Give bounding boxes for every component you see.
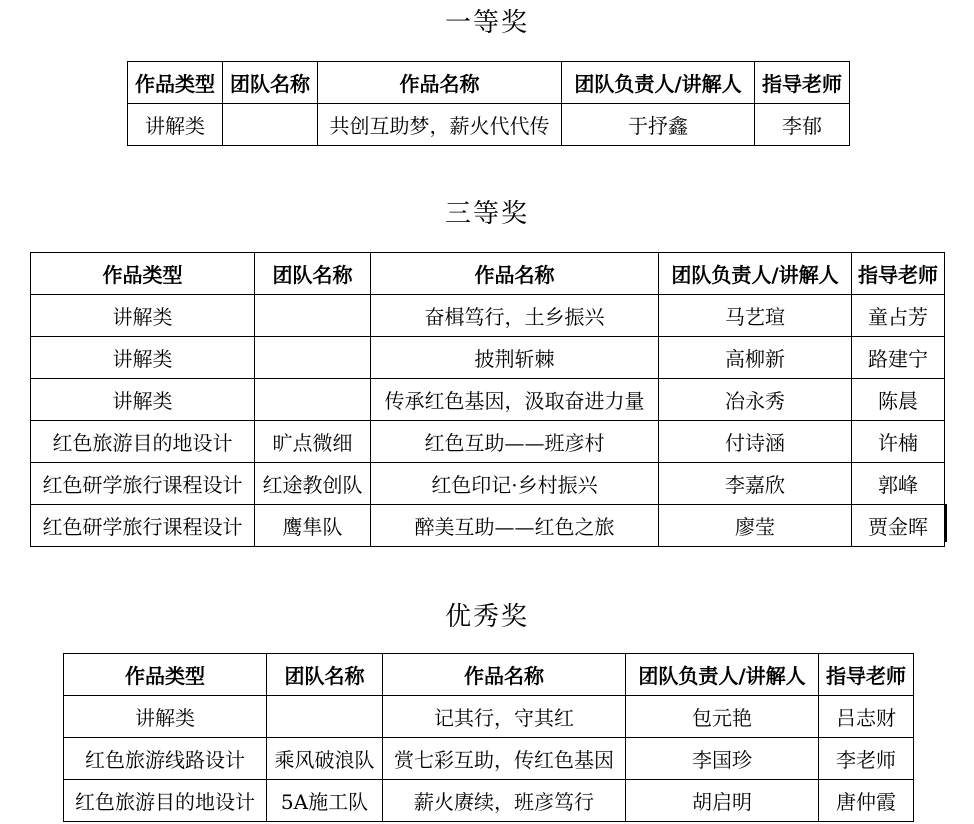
header-team-leader: 团队负责人/讲解人 (626, 654, 819, 696)
text-cursor (945, 504, 947, 542)
table-row (31, 463, 945, 505)
table-row (31, 295, 945, 337)
cell-team-leader: 李嘉欣 (659, 463, 852, 505)
header-team-leader: 团队负责人/讲解人 (562, 62, 755, 104)
section-title-excellence-prize: 优秀奖 (444, 602, 529, 632)
cell-team-leader: 冶永秀 (659, 379, 852, 421)
table-row (64, 696, 914, 738)
cell-team-name: 乘风破浪队 (267, 738, 383, 780)
header-team-name: 团队名称 (223, 62, 318, 104)
header-work-name: 作品名称 (383, 654, 626, 696)
cell-team-name: 旷点微细 (255, 421, 371, 463)
section-title-first-prize: 一等奖 (444, 8, 529, 38)
cell-team-leader: 于抒鑫 (562, 104, 755, 146)
table-row (31, 337, 945, 379)
cell-work-type: 红色研学旅行课程设计 (31, 463, 255, 505)
cell-work-name: 披荆斩棘 (371, 337, 659, 379)
cell-advisor: 李老师 (819, 738, 914, 780)
third-prize-table (30, 252, 945, 547)
header-advisor: 指导老师 (819, 654, 914, 696)
cell-advisor: 郭峰 (852, 463, 945, 505)
cell-work-type: 讲解类 (128, 104, 223, 146)
cell-advisor: 吕志财 (819, 696, 914, 738)
cell-work-type: 讲解类 (31, 379, 255, 421)
cell-work-type: 讲解类 (31, 295, 255, 337)
cell-team-leader: 包元艳 (626, 696, 819, 738)
cell-team-leader: 胡启明 (626, 780, 819, 822)
first-prize-table (127, 61, 850, 146)
cell-team-leader: 付诗涵 (659, 421, 852, 463)
cell-work-type: 讲解类 (31, 337, 255, 379)
cell-team-leader: 高柳新 (659, 337, 852, 379)
cell-work-name: 红色印记·乡村振兴 (371, 463, 659, 505)
cell-team-leader: 李国珍 (626, 738, 819, 780)
cell-advisor: 陈晨 (852, 379, 945, 421)
table-row (31, 379, 945, 421)
cell-advisor: 童占芳 (852, 295, 945, 337)
cell-advisor: 路建宁 (852, 337, 945, 379)
cell-work-type: 红色旅游目的地设计 (64, 780, 267, 822)
header-team-name: 团队名称 (255, 253, 371, 295)
header-work-type: 作品类型 (64, 654, 267, 696)
cell-work-name: 共创互助梦，薪火代代传 (318, 104, 562, 146)
cell-work-name: 赏七彩互助，传红色基因 (383, 738, 626, 780)
section-title-third-prize: 三等奖 (444, 199, 529, 229)
cell-team-name (267, 696, 383, 738)
header-work-name: 作品名称 (371, 253, 659, 295)
cell-work-type: 讲解类 (64, 696, 267, 738)
header-advisor: 指导老师 (852, 253, 945, 295)
table-header-row (128, 62, 850, 104)
table-row (64, 780, 914, 822)
cell-team-name: 红途教创队 (255, 463, 371, 505)
cell-team-name (255, 337, 371, 379)
cell-team-leader: 马艺瑄 (659, 295, 852, 337)
cell-work-name: 记其行，守其红 (383, 696, 626, 738)
cell-team-name (223, 104, 318, 146)
excellence-prize-table (63, 653, 914, 822)
header-work-type: 作品类型 (128, 62, 223, 104)
cell-work-name: 传承红色基因，汲取奋进力量 (371, 379, 659, 421)
table-row (31, 505, 945, 547)
header-team-name: 团队名称 (267, 654, 383, 696)
table-row (64, 738, 914, 780)
cell-work-name: 醉美互助——红色之旅 (371, 505, 659, 547)
header-team-leader: 团队负责人/讲解人 (659, 253, 852, 295)
cell-team-name (255, 295, 371, 337)
table-row (128, 104, 850, 146)
header-work-type: 作品类型 (31, 253, 255, 295)
cell-advisor: 许楠 (852, 421, 945, 463)
cell-advisor: 唐仲霞 (819, 780, 914, 822)
header-advisor: 指导老师 (755, 62, 850, 104)
cell-advisor: 李郁 (755, 104, 850, 146)
cell-team-name: 5A施工队 (267, 780, 383, 822)
cell-work-type: 红色旅游线路设计 (64, 738, 267, 780)
header-work-name: 作品名称 (318, 62, 562, 104)
table-header-row (31, 253, 945, 295)
cell-work-name: 红色互助——班彦村 (371, 421, 659, 463)
cell-team-leader: 廖莹 (659, 505, 852, 547)
cell-work-name: 奋楫笃行，土乡振兴 (371, 295, 659, 337)
cell-team-name (255, 379, 371, 421)
cell-work-name: 薪火赓续，班彦笃行 (383, 780, 626, 822)
table-header-row (64, 654, 914, 696)
table-row (31, 421, 945, 463)
cell-advisor: 贾金晖 (852, 505, 945, 547)
cell-team-name: 鹰隼队 (255, 505, 371, 547)
cell-work-type: 红色研学旅行课程设计 (31, 505, 255, 547)
cell-work-type: 红色旅游目的地设计 (31, 421, 255, 463)
